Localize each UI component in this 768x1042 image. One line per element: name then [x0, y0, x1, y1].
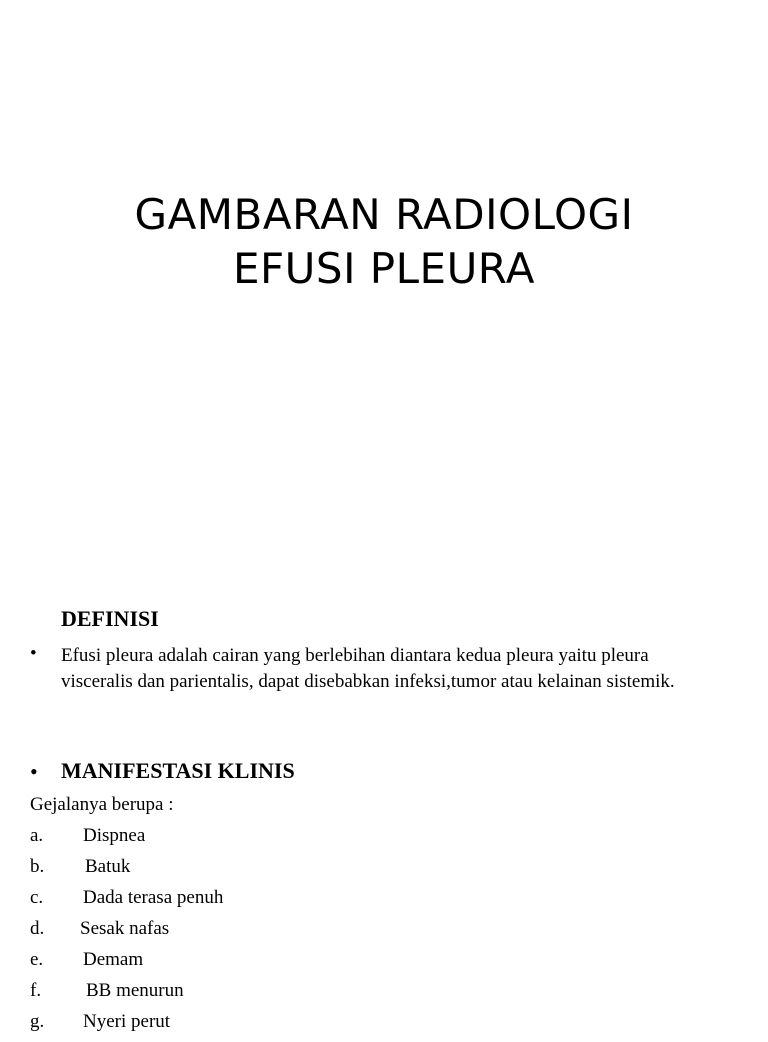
list-marker: b.: [30, 856, 45, 877]
list-item-text: Dada terasa penuh: [83, 887, 224, 908]
list-item-text: BB menurun: [86, 980, 184, 1001]
list-marker: d.: [30, 918, 45, 939]
list-item-text: Nyeri perut: [83, 1011, 171, 1032]
title-line-2: EFUSI PLEURA: [232, 244, 536, 293]
definisi-bullet: •: [30, 643, 37, 664]
definisi-paragraph: Efusi pleura adalah cairan yang berlebihan diantara kedua pleura yaitu pleura visceralis dan parientalis, dapat disebabkan infeksi,tumor atau kelainan sistemik.: [61, 645, 675, 692]
list-marker: c.: [30, 887, 44, 908]
definisi-heading: DEFINISI: [61, 606, 159, 631]
list-marker: f.: [30, 980, 42, 1001]
list-item-text: Batuk: [85, 856, 131, 877]
list-item-text: Dispnea: [83, 825, 146, 846]
list-marker: g.: [30, 1011, 45, 1032]
manifestasi-bullet: •: [30, 759, 38, 784]
list-item-text: Sesak nafas: [80, 918, 170, 939]
list-item-text: Demam: [83, 949, 144, 970]
list-marker: e.: [30, 949, 44, 970]
manifestasi-heading: MANIFESTASI KLINIS: [61, 758, 295, 783]
list-marker: a.: [30, 825, 44, 846]
title-line-1: GAMBARAN RADIOLOGI: [134, 190, 634, 239]
symptoms-intro: Gejalanya berupa :: [30, 794, 174, 815]
page-title: [0, 188, 768, 296]
